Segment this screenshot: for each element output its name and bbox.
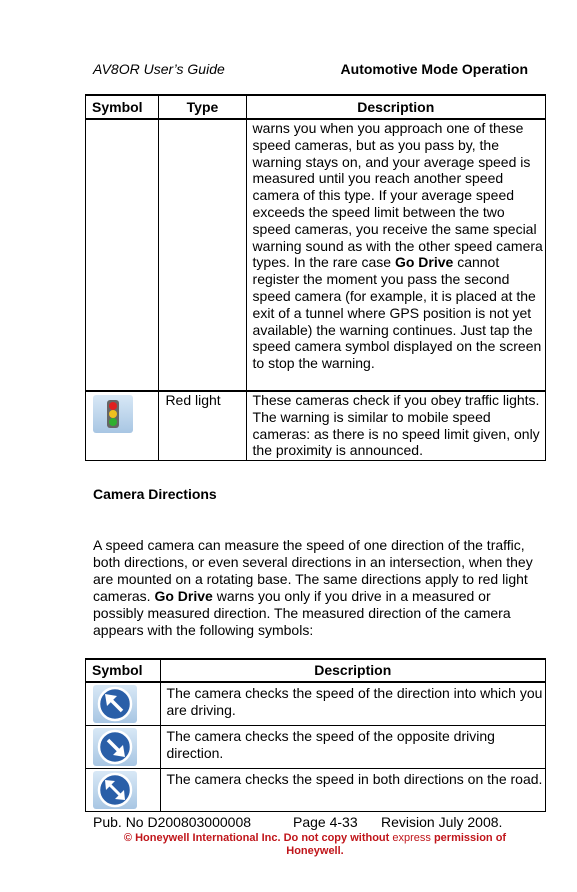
description-cell: The camera checks the speed of the opposite driving direction. [160,726,545,769]
table-row [86,769,546,812]
symbol-cell [86,391,159,461]
paragraph-text: A speed camera can measure the speed of one direction of the traffic, both directions, or even several directions in an intersection, when they are mounted on a rotating base. The same directions apply to red light cameras. [93,537,533,604]
table-row [86,391,546,461]
description-cell: The camera checks the speed of the direction into which you are driving. [160,682,545,726]
speed-camera-types-table [85,94,546,461]
type-cell: Red light [159,391,246,461]
copyright-text: © Honeywell International Inc. Do not copy without [123,832,390,844]
chapter-title: Automotive Mode Operation [340,61,528,77]
symbol-cell [86,682,161,726]
guide-title: AV8OR User’s Guide [93,61,225,77]
paragraph-text-cont: warns you only if you drive in a measured or possibly measured direction. The measured direction of the camera appears with the following symbols: [93,587,511,638]
copyright-text-cont: permission of Honeywell. [286,832,507,857]
product-name: Go Drive [394,254,454,271]
product-name: Go Drive [154,587,213,604]
header-symbol: Symbol [86,659,161,682]
header-description: Description [246,95,545,119]
table-row [86,682,546,726]
arrow-down-right-icon [93,728,137,766]
table-header-row [86,95,546,119]
header-description: Description [160,659,545,682]
section-title: Camera Directions [93,486,217,502]
revision-date: Revision July 2008. [381,814,503,830]
page-number: Page 4-33 [293,814,358,830]
description-cell: The camera checks the speed in both directions on the road. [160,769,545,812]
arrow-up-left-icon [93,685,137,723]
copyright-notice [100,832,530,858]
copyright-express: express [389,832,434,844]
description-cell [246,119,545,391]
symbol-cell [86,119,159,391]
description-text: warns you when you approach one of these speed cameras, but as you pass by, the warning stays on, and your average speed is measured until you reach another speed camera of this type. If your average speed exceeds the speed limit between the two speed cameras, you receive the same special warning sound as with the other speed camera types. In the rare case [252,120,543,271]
header-symbol: Symbol [86,95,159,119]
page-header [93,61,528,81]
description-cell: These cameras check if you obey traffic lights. The warning is similar to mobile speed cameras: as there is no speed limit given, only the proximity is announced. [246,391,545,461]
type-cell [159,119,246,391]
table-row [86,119,546,391]
header-type: Type [159,95,246,119]
symbol-cell [86,769,161,812]
table-header-row [86,659,546,682]
symbol-cell [86,726,161,769]
traffic-light-icon [93,395,133,433]
camera-directions-table [85,658,546,812]
publication-number: Pub. No D200803000008 [93,814,252,830]
body-paragraph [93,537,543,638]
description-text-cont: cannot register the moment you pass the second speed camera (for example, it is placed at the exit of a tunnel where GPS position is not yet available) the warning continues. Just tap the speed camera symbol displayed on the screen to stop the warning. [252,254,542,372]
double-arrow-icon [93,771,137,809]
table-row [86,726,546,769]
